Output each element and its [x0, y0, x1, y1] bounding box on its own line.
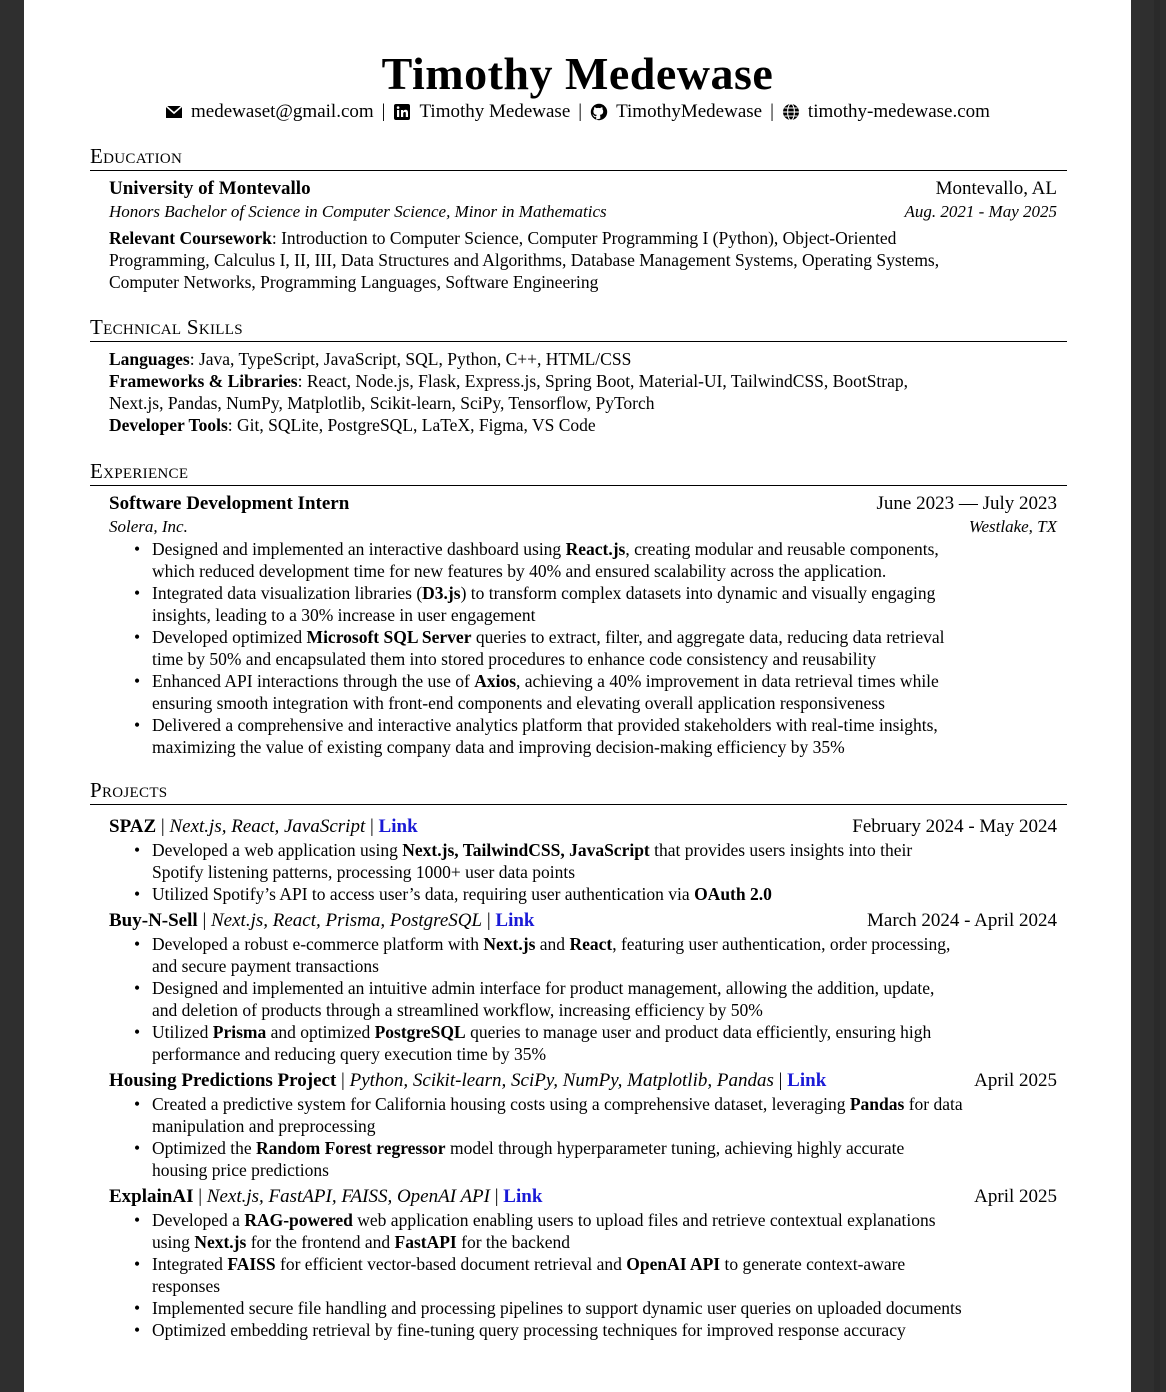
experience-bullets: [109, 538, 1076, 758]
project-link-buynsell[interactable]: Link: [495, 910, 535, 931]
projects-section: [90, 778, 1067, 1341]
project-dates: March 2024 - April 2024: [867, 910, 1057, 931]
skill-text: : React, Node.js, Flask, Express.js, Spring Boot, Material-UI, TailwindCSS, BootStrap,: [297, 371, 909, 391]
project-bullets: [109, 933, 1076, 1065]
section-title: Experience: [90, 459, 1067, 486]
project-name: Housing Predictions Project: [109, 1070, 337, 1091]
skill-text: Next.js, Pandas, NumPy, Matplotlib, Scikit-learn, SciPy, Tensorflow, PyTorch: [109, 393, 655, 413]
coursework: [109, 227, 1057, 293]
education-section: [90, 144, 1067, 293]
project-stack: Next.js, React, JavaScript: [169, 816, 366, 837]
school-name: University of Montevallo: [109, 178, 311, 199]
github-contact[interactable]: [590, 100, 762, 124]
list-item: • Implemented secure file handling and processing pipelines to support dynamic user queries on uploaded documents: [152, 1297, 1076, 1319]
scrollbar-thumb[interactable]: [1154, 0, 1160, 1392]
project-link-spaz[interactable]: Link: [378, 816, 418, 837]
github-text[interactable]: TimothyMedewase: [616, 101, 763, 122]
skill-text: : Java, TypeScript, JavaScript, SQL, Python, C++, HTML/CSS: [189, 349, 632, 369]
list-item: • Developed a robust e-commerce platform with Next.js and React, featuring user authentication, order processing, and secure payment transactions: [152, 933, 1076, 977]
skills-tools: [109, 414, 1057, 436]
project-stack: Next.js, React, Prisma, PostgreSQL: [211, 910, 483, 931]
website-text[interactable]: timothy-medewase.com: [807, 101, 990, 122]
list-item: • Developed a RAG-powered web application enabling users to upload files and retrieve contextual explanations using Next.js for the frontend and FastAPI for the backend: [152, 1209, 1076, 1253]
experience-section: [90, 459, 1067, 758]
job-title: Software Development Intern: [109, 493, 350, 514]
candidate-name: Timothy Medewase: [381, 48, 774, 99]
scrollbar-track[interactable]: [1132, 0, 1166, 1392]
project-header-spaz: SPAZ | Next.js, React, JavaScript | Link February 2024 - May 2024: [109, 816, 1057, 837]
job-header: [109, 492, 1057, 516]
skill-text: : Git, SQLite, PostgreSQL, LaTeX, Figma, VS Code: [227, 415, 596, 435]
project-link-explainai[interactable]: Link: [503, 1186, 543, 1207]
project-link-housing[interactable]: Link: [787, 1070, 827, 1091]
list-item: • Designed and implemented an interactive dashboard using React.js, creating modular and reusable components, which reduced development time for new features by 40% and ensured scalability across the application.: [152, 538, 1076, 582]
skills-section: [90, 315, 1067, 436]
separator: |: [770, 101, 774, 122]
email-contact[interactable]: [165, 100, 374, 124]
coursework-text: : Introduction to Computer Science, Computer Programming I (Python), Object-Oriented: [271, 228, 897, 248]
website-contact[interactable]: [782, 100, 990, 124]
coursework-label: Relevant Coursework: [109, 228, 272, 248]
coursework-text: Computer Networks, Programming Languages, Software Engineering: [109, 272, 599, 292]
linkedin-icon: [393, 103, 411, 121]
project-dates: April 2025: [974, 1070, 1057, 1091]
globe-icon: [782, 103, 800, 121]
coursework-text: Programming, Calculus I, II, III, Data Structures and Algorithms, Database Management Systems, Operating Systems,: [109, 250, 940, 270]
project-name: SPAZ: [109, 816, 157, 837]
list-item: • Delivered a comprehensive and interactive analytics platform that provided stakeholders with real-time insights, maximizing the value of existing company data and improving decision-making efficiency by 35%: [152, 714, 1076, 758]
list-item: • Utilized Prisma and optimized PostgreSQL queries to manage user and product data efficiently, ensuring high performance and reducing query execution time by 35%: [152, 1021, 1076, 1065]
project-name: ExplainAI: [109, 1186, 194, 1207]
project-bullets: [109, 1209, 1076, 1341]
education-header: [109, 177, 1057, 201]
envelope-icon: [165, 103, 183, 121]
section-title: Education: [90, 144, 1067, 171]
skill-label: Languages: [109, 349, 190, 369]
skills-frameworks: [109, 370, 1057, 392]
list-item: • Utilized Spotify’s API to access user’s data, requiring user authentication via OAuth 2.0: [152, 883, 1076, 905]
list-item: • Developed optimized Microsoft SQL Server queries to extract, filter, and aggregate data, reducing data retrieval time by 50% and encapsulated them into stored procedures to enhance code consistency and reusability: [152, 626, 1076, 670]
education-dates: Aug. 2021 - May 2025: [904, 202, 1057, 221]
project-header-housing: Housing Predictions Project | Python, Scikit-learn, SciPy, NumPy, Matplotlib, Pandas | Link April 2025: [109, 1070, 1057, 1091]
linkedin-text[interactable]: Timothy Medewase: [419, 101, 571, 122]
degree: Honors Bachelor of Science in Computer Science, Minor in Mathematics: [109, 202, 607, 221]
separator: |: [578, 101, 583, 122]
company-location: Westlake, TX: [968, 517, 1057, 536]
resume-page: [24, 0, 1131, 1392]
list-item: • Integrated FAISS for efficient vector-based document retrieval and OpenAI API to generate context-aware responses: [152, 1253, 1076, 1297]
list-item: • Enhanced API interactions through the use of Axios, achieving a 40% improvement in data retrieval times while ensuring smooth integration with front-end components and elevating overall application responsiveness: [152, 670, 1076, 714]
email-text[interactable]: medewaset@gmail.com: [191, 101, 374, 122]
company-row: [109, 516, 1057, 538]
skills-languages: [109, 348, 1057, 370]
skill-label: Frameworks & Libraries: [109, 371, 298, 391]
project-stack: Python, Scikit-learn, SciPy, NumPy, Matplotlib, Pandas: [349, 1070, 774, 1091]
job-dates: June 2023 — July 2023: [876, 493, 1057, 514]
school-location: Montevallo, AL: [935, 178, 1057, 199]
project-dates: April 2025: [974, 1186, 1057, 1207]
contact-line: [24, 100, 1131, 124]
github-icon: [590, 103, 608, 121]
project-header-explainai: ExplainAI | Next.js, FastAPI, FAISS, OpenAI API | Link April 2025: [109, 1186, 1057, 1207]
project-stack: Next.js, FastAPI, FAISS, OpenAI API: [206, 1186, 490, 1207]
list-item: • Optimized embedding retrieval by fine-tuning query processing techniques for improved response accuracy: [152, 1319, 1076, 1341]
linkedin-contact[interactable]: [393, 100, 570, 124]
section-title: Projects: [90, 778, 1067, 805]
project-bullets: [109, 839, 1076, 905]
degree-row: [109, 201, 1057, 223]
list-item: • Integrated data visualization libraries (D3.js) to transform complex datasets into dynamic and visually engaging insights, leading to a 30% increase in user engagement: [152, 582, 1076, 626]
list-item: • Designed and implemented an intuitive admin interface for product management, allowing the addition, update, and deletion of products through a streamlined workflow, increasing efficiency by 50%: [152, 977, 1076, 1021]
list-item: • Developed a web application using Next.js, TailwindCSS, JavaScript that provides users insights into their Spotify listening patterns, processing 1000+ user data points: [152, 839, 1076, 883]
company-name: Solera, Inc.: [109, 517, 188, 536]
separator: |: [381, 101, 386, 122]
project-name: Buy-N-Sell: [109, 910, 198, 931]
skill-label: Developer Tools: [109, 415, 228, 435]
list-item: • Created a predictive system for California housing costs using a comprehensive dataset, leveraging Pandas for data manipulation and preprocessing: [152, 1093, 1076, 1137]
list-item: • Optimized the Random Forest regressor model through hyperparameter tuning, achieving highly accurate housing price predictions: [152, 1137, 1076, 1181]
project-dates: February 2024 - May 2024: [852, 816, 1057, 837]
section-title: Technical Skills: [90, 315, 1067, 342]
project-bullets: [109, 1093, 1076, 1181]
project-header-buynsell: Buy-N-Sell | Next.js, React, Prisma, PostgreSQL | Link March 2024 - April 2024: [109, 910, 1057, 931]
